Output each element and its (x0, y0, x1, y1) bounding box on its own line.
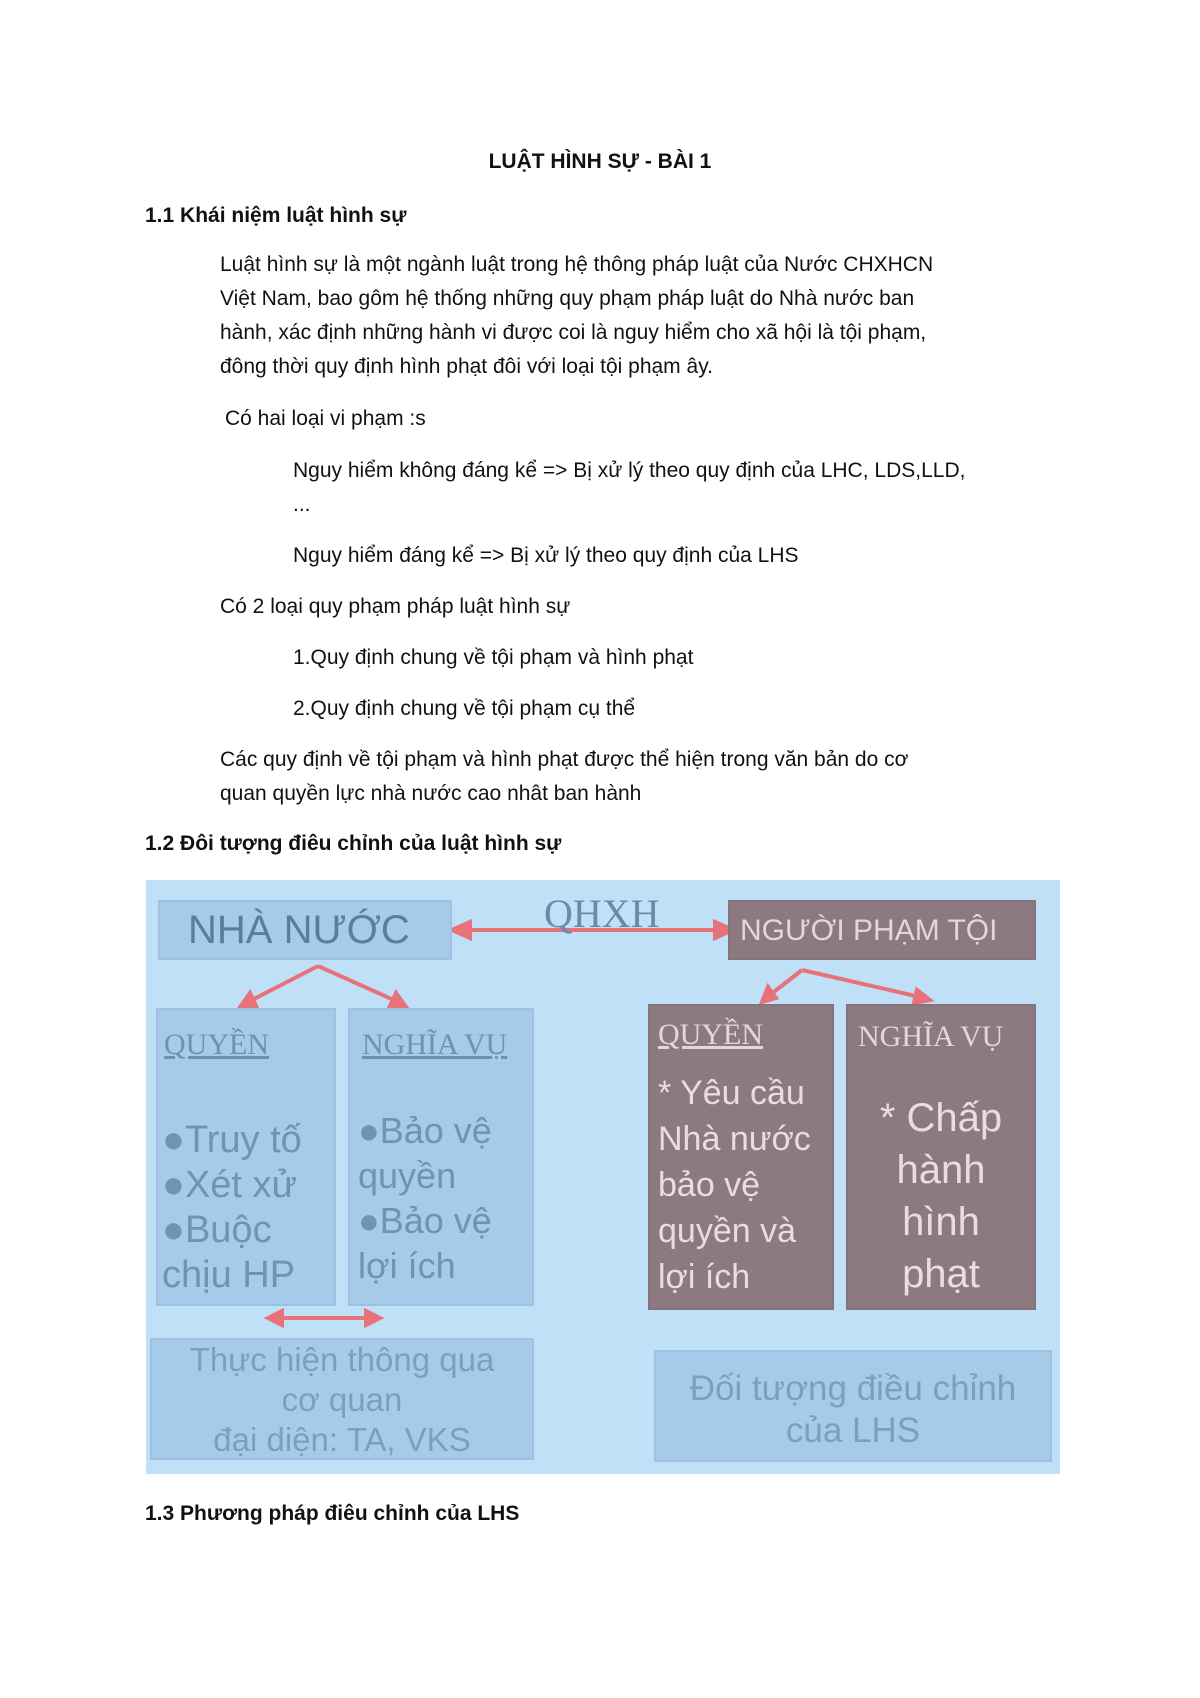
closing-paragraph (220, 743, 908, 811)
state-duties-items (358, 1108, 492, 1288)
definition-line: Luật hình sự là một ngành luật trong hệ thông pháp luật của Nước CHXHCN (220, 253, 934, 276)
state-rights-box (156, 1008, 336, 1306)
offender-rights-item: Nhà nước (658, 1120, 811, 1158)
offender-duties-item: phạt (902, 1252, 980, 1296)
state-rights-items (162, 1118, 302, 1298)
via-agency-line: Thực hiện thông qua (189, 1341, 495, 1378)
offender-rights-heading: QUYỀN (658, 1018, 763, 1051)
subject-note-box (654, 1350, 1052, 1462)
via-agency-line: cơ quan (281, 1381, 403, 1418)
state-duties-heading: NGHĨA VỤ (362, 1028, 508, 1061)
offender-duties-items (858, 1092, 1024, 1300)
offender-rights-item: quyền và (658, 1212, 796, 1250)
state-to-rights-arrow (250, 966, 318, 1001)
state-to-duties-arrow (318, 966, 396, 1001)
norm-item-2: 2.Quy định chung về tội phạm cụ thể (293, 697, 636, 720)
offender-duties-item: hành (896, 1148, 986, 1192)
norm-item-1: 1.Quy định chung về tội phạm và hình phạt (293, 646, 694, 669)
state-duties-item: lợi ích (358, 1245, 456, 1286)
offender-rights-item: lợi ích (658, 1258, 751, 1296)
state-label: NHÀ NƯỚC (188, 908, 410, 952)
offender-box (728, 900, 1036, 960)
state-duties-box (348, 1008, 534, 1306)
offender-duties-item: * Chấp (879, 1096, 1003, 1140)
offender-duties-heading: NGHĨA VỤ (858, 1020, 1004, 1053)
state-duties-item: quyền (358, 1155, 457, 1196)
offender-to-rights-arrow (770, 970, 802, 995)
state-rights-item: chịu HP (162, 1254, 296, 1296)
section-heading-1-3: 1.3 Phương pháp điêu chỉnh của LHS (145, 1502, 520, 1525)
state-duties-item: ●Bảo vệ (358, 1200, 492, 1241)
offender-duties-box (846, 1004, 1036, 1310)
definition-paragraph (220, 248, 933, 384)
offender-rights-box (648, 1004, 834, 1310)
relation-label: QHXH (544, 891, 660, 936)
state-rights-item: ●Buộc (162, 1209, 272, 1251)
document-title: LUẬT HÌNH SỰ - BÀI 1 (488, 150, 712, 173)
definition-line: Việt Nam, bao gôm hệ thống những quy phạm pháp luật do Nhà nước ban (220, 287, 915, 310)
violation-item-2: Nguy hiểm đáng kể => Bị xử lý theo quy định của LHS (293, 544, 799, 567)
state-rights-item: ●Xét xử (162, 1164, 297, 1206)
norms-intro: Có 2 loại quy phạm pháp luật hình sự (220, 595, 571, 618)
closing-line: Các quy định về tội phạm và hình phạt được thể hiện trong văn bản do cơ (220, 748, 909, 771)
offender-duties-item: hình (902, 1200, 980, 1244)
via-agency-box (150, 1338, 534, 1460)
offender-to-duties-arrow (802, 970, 920, 997)
violation-item-1-continuation: ... (293, 493, 311, 516)
subject-note-line: Đối tượng điều chỉnh (689, 1369, 1017, 1408)
section-heading-1-2: 1.2 Đôi tượng điêu chỉnh của luật hình sự (145, 832, 562, 855)
offender-rights-item: bảo vệ (658, 1166, 761, 1204)
subject-note-line: của LHS (785, 1411, 921, 1450)
via-agency-text (152, 1340, 532, 1460)
state-rights-item: ●Truy tố (162, 1119, 302, 1161)
closing-line: quan quyền lực nhà nước cao nhât ban hành (220, 782, 642, 805)
offender-rights-item: * Yêu cầu (658, 1074, 805, 1112)
via-agency-line: đại diện: TA, VKS (213, 1421, 471, 1458)
violation-item-1: Nguy hiểm không đáng kể => Bị xử lý theo quy định của LHC, LDS,LLD, (293, 459, 966, 482)
definition-line: đông thời quy định hình phạt đôi với loại tội phạm ây. (220, 355, 713, 378)
violations-intro: Có hai loại vi phạm :s (225, 407, 426, 430)
section-heading-1-1: 1.1 Khái niệm luật hình sự (145, 204, 407, 227)
state-duties-item: ●Bảo vệ (358, 1110, 492, 1151)
offender-label: NGƯỜI PHẠM TỘI (740, 914, 998, 947)
state-rights-heading: QUYỀN (164, 1028, 269, 1061)
offender-rights-items (658, 1070, 811, 1300)
subject-note-text (656, 1368, 1050, 1452)
state-box (158, 900, 452, 960)
regulation-subject-diagram (146, 880, 1060, 1474)
definition-line: hành, xác định những hành vi được coi là nguy hiểm cho xã hội là tội phạm, (220, 321, 927, 344)
